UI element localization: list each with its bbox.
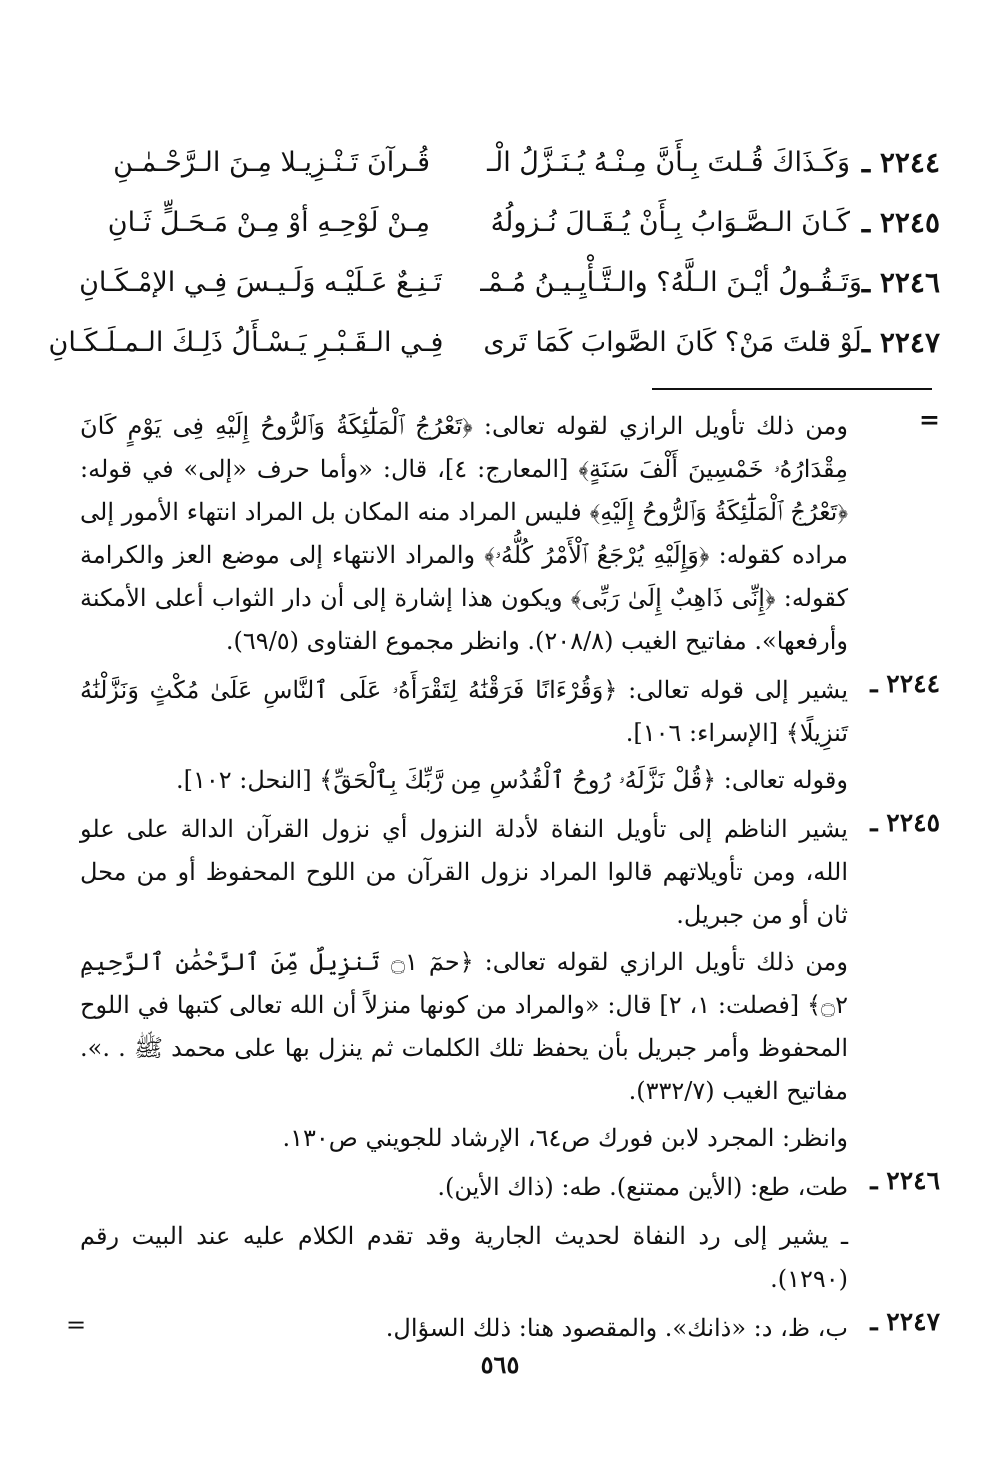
footnote-divider xyxy=(652,388,932,390)
page-number: ٥٦٥ xyxy=(480,1350,520,1379)
footnote-text: وقوله تعالى: ﴿قُلْ نَزَّلَهُۥ رُوحُ ٱلْقُدُسِ مِن رَّبِّكَ بِٱلْحَقِّ﴾ [النحل: ١٠٢]. xyxy=(175,766,848,794)
poem-verses xyxy=(48,132,940,372)
verse-line xyxy=(80,252,940,312)
verse-line xyxy=(48,312,940,372)
verse-first-hemistich: كَـانَ الـصَّـوَابُ بِـأَنْ يُـقَـالَ نُـزولُهُ xyxy=(490,206,850,238)
footnotes xyxy=(66,405,940,1356)
footnote-text: ومن ذلك تأويل الرازي لقوله تعالى: ﴿تَعْرُجُ ٱلْمَلَٰٓئِكَةُ وَٱلرُّوحُ إِلَيْهِ فِى يَوْمٍ كَانَ مِقْدَارُهُۥ خَمْسِينَ أَلْفَ سَنَةٍ﴾ [المعارج: ٤]، قال: «وأما حرف «إلى» في قوله: ﴿تَعْرُجُ ٱلْمَلَٰٓئِكَةُ وَٱلرُّوحُ إِلَيْهِ﴾ فليس المراد منه المكان بل المراد انتهاء الأمور إلى مراده كقوله: ﴿وَإِلَيْهِ يُرْجَعُ ٱلْأَمْرُ كُلُّهُۥ﴾ والمراد الانتهاء إلى موضع العز والكرامة كقوله: ﴿إِنِّى ذَاهِبٌ إِلَىٰ رَبِّى﴾ ويكون هذا إشارة إلى أن دار الثواب أعلى الأمكنة وأرفعها». مفاتيح الغيب (٢٠٨/٨). وانظر مجموع الفتاوى (٦٩/٥). xyxy=(80,412,849,655)
verse-second-hemistich: فِـي الـقَـبْـرِ يَـسْـأَلُ ذَلِـكَ الـمـلَـكَـانِ xyxy=(48,326,444,358)
footnote-marker: ٢٢٤٤ ـ xyxy=(870,669,940,698)
verse-number: ٢٢٤٥ ـ xyxy=(861,205,940,239)
footnote-marker: = xyxy=(919,405,940,434)
verse-line xyxy=(80,192,940,252)
verse-number: ٢٢٤٤ ـ xyxy=(861,145,940,179)
footnote-marker: ٢٢٤٥ ـ xyxy=(870,808,940,837)
footnote-marker: ٢٢٤٦ ـ xyxy=(870,1166,940,1195)
verse-second-hemistich: مِـنْ لَوْحِـهِ أوْ مِـنْ مَـحَـلٍّ ثَـانِ xyxy=(107,206,430,238)
verse-first-hemistich: لَوْ قلتَ مَنْ؟ كَانَ الصَّوابَ كَمَا تَرى xyxy=(483,326,862,358)
verse-line xyxy=(80,132,940,192)
verse-second-hemistich: تَـنِـعٌ عَـلَيْـه وَلَـيـسَ فِـي الإمْـكَـانِ xyxy=(79,266,442,298)
verse-number: ٢٢٤٦ ـ xyxy=(861,265,940,299)
verse-number: ٢٢٤٧ ـ xyxy=(861,325,940,359)
footnote xyxy=(80,669,940,802)
footnote xyxy=(80,1215,940,1301)
verse-first-hemistich: وَكَـذَاكَ قُـلتَ بِـأَنَّ مِـنْـهُ يُـنَـزَّلُ الْـ xyxy=(487,146,850,178)
footnote-text: ومن ذلك تأويل الرازي لقوله تعالى: ﴿حمٓ ۝١ تَنزِيلٌ مِّنَ ٱلرَّحْمَٰنِ ٱلرَّحِيمِ ۝٢﴾ [فصلت: ١، ٢] قال: «والمراد من كونها منزلاً أن الله تعالى كتبها في اللوح المحفوظ وأمر جبريل بأن يحفظ تلك الكلمات ثم ينزل بها على محمد ﷺ . .». مفاتيح الغيب (٣٣٢/٧). xyxy=(80,948,849,1105)
footnote-text: ب، ظ، د: «ذانك». والمقصود هنا: ذلك السؤال. xyxy=(385,1314,848,1342)
continuation-mark: = xyxy=(66,1311,87,1339)
footnote xyxy=(80,1166,940,1209)
footnote-text: ـ يشير إلى رد النفاة لحديث الجارية وقد تقدم الكلام عليه عند البيت رقم (١٢٩٠). xyxy=(80,1222,848,1293)
footnote xyxy=(80,405,940,663)
verse-second-hemistich: قُـرآنَ تَـنْـزِيـلا مِـنَ الـرَّحْـمٰـنِ xyxy=(113,146,430,178)
footnote-marker: ٢٢٤٧ ـ xyxy=(870,1307,940,1336)
footnote-marker xyxy=(848,1215,940,1301)
footnote-text: يشير إلى قوله تعالى: ﴿وَقُرْءَانًا فَرَقْنَٰهُ لِتَقْرَأَهُۥ عَلَى ٱلنَّاسِ عَلَىٰ مُكْثٍ وَنَزَّلْنَٰهُ تَنزِيلًا﴾ [الإسراء: ١٠٦]. xyxy=(80,676,848,747)
footnote-text: يشير الناظم إلى تأويل النفاة لأدلة النزول أي نزول القرآن الدالة على علو الله، ومن تأويلاتهم قالوا المراد نزول القرآن من اللوح المحفوظ أو من محل ثان أو من جبريل. xyxy=(80,815,848,929)
footnote xyxy=(80,808,940,1160)
footnote xyxy=(66,1307,940,1350)
footnote-text: وانظر: المجرد لابن فورك ص٦٤، الإرشاد للجويني ص١٣٠. xyxy=(282,1124,848,1152)
footnote-text: طت، طع: (الأين ممتنع). طه: (ذاك الأين). xyxy=(437,1173,848,1201)
verse-first-hemistich: وَتَـقُـولُ أيْـنَ الـلَّهُ؟ والـتَّـأْيِـيـنُ مُـمْـ xyxy=(480,266,862,298)
